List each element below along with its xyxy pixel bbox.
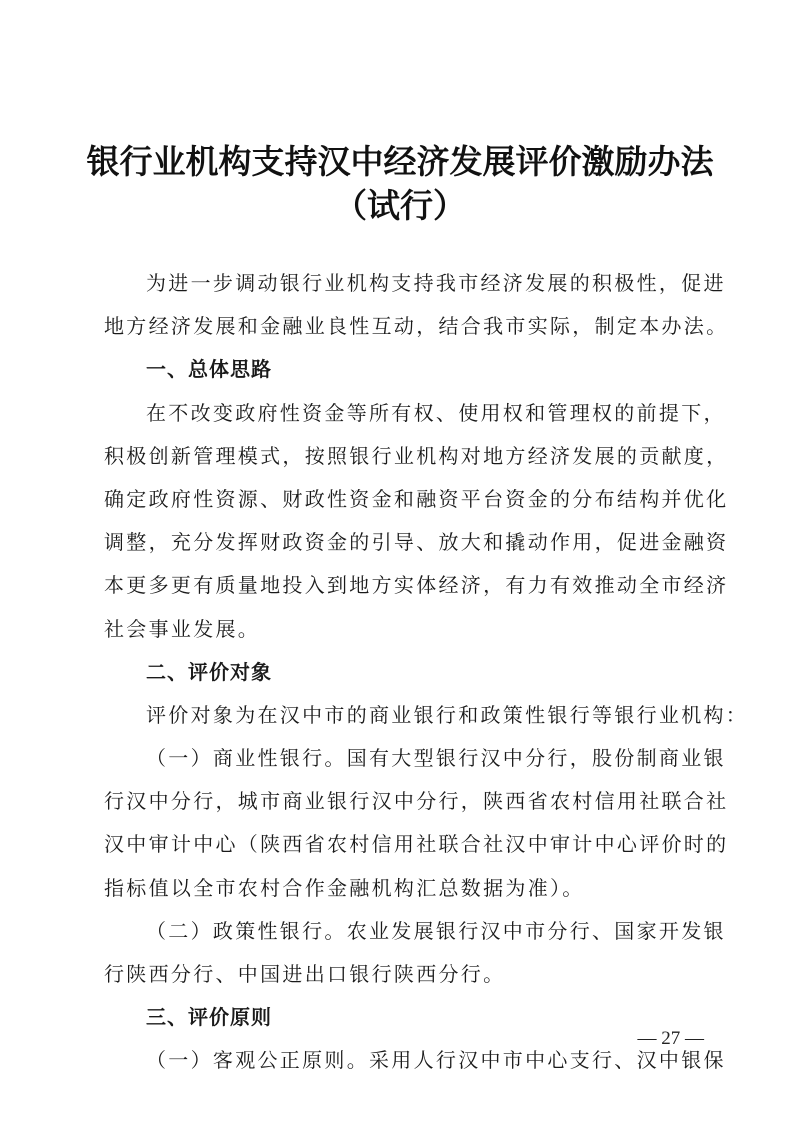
- section-heading: 二、评价对象: [146, 659, 272, 684]
- document-body: [104, 262, 749, 1083]
- document-subtitle: （试行）: [334, 186, 466, 225]
- body-line: 本更多更有质量地投入到地方实体经济，有力有效推动全市经济: [104, 573, 729, 598]
- page-number: — 27 —: [637, 1028, 704, 1049]
- body-line: 在不改变政府性资金等所有权、使用权和管理权的前提下，: [146, 400, 726, 425]
- body-line: 行陕西分行、中国进出口银行陕西分行。: [104, 962, 506, 986]
- section-heading: 一、总体思路: [146, 357, 272, 382]
- body-line: 指标值以全市农村合作金融机构汇总数据为准）。: [104, 875, 585, 900]
- body-line: 汉中审计中心（陕西省农村信用社联合社汉中审计中心评价时的: [104, 832, 729, 857]
- body-line: 调整，充分发挥财政资金的引导、放大和撬动作用，促进金融资: [104, 530, 729, 555]
- document-title: 银行业机构支持汉中经济发展评价激励办法: [86, 142, 714, 181]
- body-line: 社会事业发展。: [104, 616, 261, 641]
- body-line: （二）政策性银行。农业发展银行汉中市分行、国家开发银: [146, 918, 726, 943]
- body-line: （一）客观公正原则。采用人行汉中市中心支行、汉中银保: [146, 1048, 726, 1073]
- body-line: 为进一步调动银行业机构支持我市经济发展的积极性，促进: [146, 271, 726, 295]
- body-line: 行汉中分行，城市商业银行汉中分行，陕西省农村信用社联合社: [104, 789, 729, 814]
- body-line: 确定政府性资源、财政性资金和融资平台资金的分布结构并优化: [104, 486, 729, 511]
- body-line: 地方经济发展和金融业良性互动，结合我市实际，制定本办法。: [104, 314, 729, 339]
- body-line: 评价对象为在汉中市的商业银行和政策性银行等银行业机构：: [146, 702, 749, 727]
- body-line: 积极创新管理模式，按照银行业机构对地方经济发展的贡献度，: [104, 443, 729, 468]
- section-heading: 三、评价原则: [146, 1005, 272, 1030]
- body-line: （一）商业性银行。国有大型银行汉中分行，股份制商业银: [146, 746, 726, 771]
